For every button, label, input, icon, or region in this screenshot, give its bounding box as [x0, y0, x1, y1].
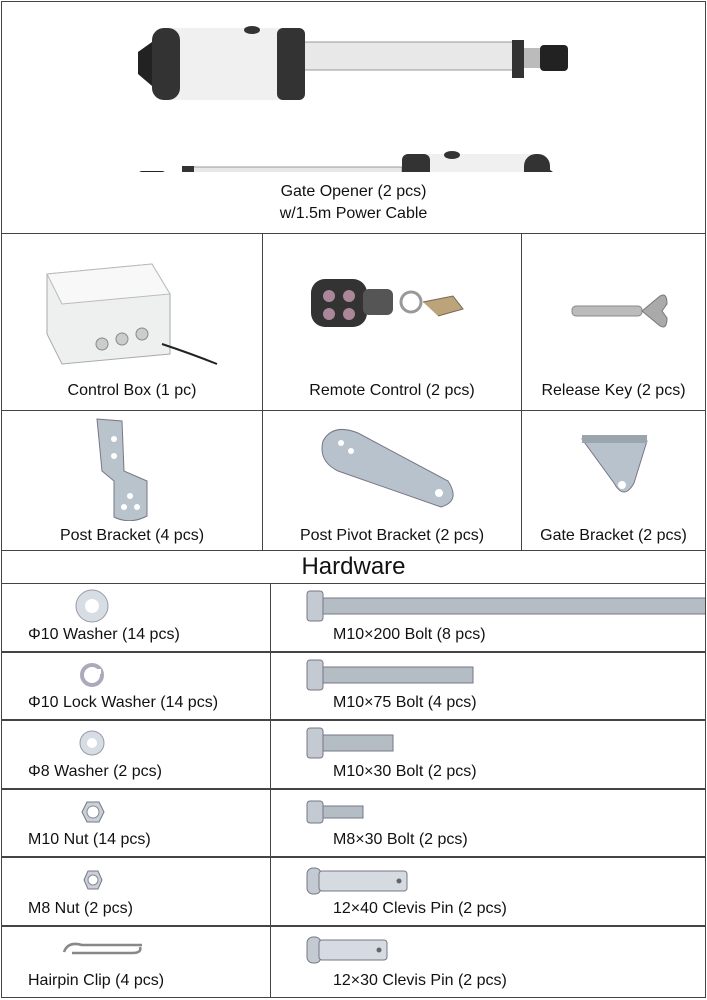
- gate-opener-cell: [1, 1, 706, 234]
- hardware-right-cell: [270, 583, 706, 652]
- hardware-row: [1, 857, 706, 926]
- power-cable-label: w/1.5m Power Cable: [279, 205, 428, 222]
- post-pivot-bracket-label: Post Pivot Bracket (2 pcs): [299, 527, 485, 544]
- hardware-right-label: M10×75 Bolt (4 pcs): [333, 694, 477, 711]
- hardware-right-cell: [270, 926, 706, 998]
- hardware-left-label: M8 Nut (2 pcs): [28, 900, 133, 917]
- hardware-left-cell: [1, 789, 271, 857]
- post-bracket-image: [2, 411, 262, 521]
- hardware-left-label: Φ10 Lock Washer (14 pcs): [28, 694, 219, 711]
- hardware-row: [1, 789, 706, 857]
- hardware-left-cell: [1, 720, 271, 789]
- release-key-cell: [521, 233, 706, 411]
- post-bracket-label: Post Bracket (4 pcs): [59, 527, 205, 544]
- hardware-part-icon: [271, 790, 705, 834]
- hardware-right-cell: [270, 857, 706, 926]
- hardware-part-icon: [271, 584, 705, 628]
- hardware-row: [1, 583, 706, 652]
- hardware-row: [1, 926, 706, 998]
- release-key-label: Release Key (2 pcs): [541, 382, 686, 399]
- hardware-left-cell: [1, 926, 271, 998]
- hardware-right-cell: [270, 652, 706, 720]
- hardware-part-icon: [271, 721, 705, 765]
- gate-opener-label: Gate Opener (2 pcs): [280, 183, 427, 200]
- control-box-label: Control Box (1 pc): [67, 382, 197, 399]
- remote-control-image: [263, 234, 521, 374]
- hardware-left-label: Φ8 Washer (2 pcs): [28, 763, 162, 780]
- hardware-left-cell: [1, 857, 271, 926]
- control-box-image: [2, 234, 262, 374]
- gate-bracket-image: [522, 411, 707, 521]
- hardware-part-icon: [2, 790, 270, 834]
- hardware-part-icon: [271, 927, 705, 971]
- hardware-left-label: Hairpin Clip (4 pcs): [28, 972, 165, 989]
- hardware-left-label: M10 Nut (14 pcs): [28, 831, 151, 848]
- post-pivot-bracket-image: [263, 411, 521, 521]
- remote-control-cell: [262, 233, 522, 411]
- gate-bracket-label: Gate Bracket (2 pcs): [540, 527, 687, 544]
- hardware-part-icon: [2, 584, 270, 628]
- remote-control-label: Remote Control (2 pcs): [309, 382, 475, 399]
- post-pivot-bracket-cell: [262, 410, 522, 551]
- hardware-right-label: M10×30 Bolt (2 pcs): [333, 763, 477, 780]
- hardware-right-label: M8×30 Bolt (2 pcs): [333, 831, 468, 848]
- gate-bracket-cell: [521, 410, 706, 551]
- post-bracket-cell: [1, 410, 263, 551]
- hardware-part-icon: [271, 858, 705, 902]
- control-box-cell: [1, 233, 263, 411]
- hardware-part-icon: [2, 858, 270, 902]
- hardware-part-icon: [271, 653, 705, 697]
- hardware-title: Hardware: [301, 553, 406, 580]
- hardware-right-label: 12×40 Clevis Pin (2 pcs): [333, 900, 507, 917]
- hardware-left-cell: [1, 652, 271, 720]
- hardware-part-icon: [2, 653, 270, 697]
- hardware-header: [1, 550, 706, 584]
- hardware-part-icon: [2, 927, 270, 971]
- hardware-right-cell: [270, 789, 706, 857]
- hardware-part-icon: [2, 721, 270, 765]
- hardware-left-cell: [1, 583, 271, 652]
- hardware-right-label: M10×200 Bolt (8 pcs): [333, 626, 486, 643]
- hardware-right-label: 12×30 Clevis Pin (2 pcs): [333, 972, 507, 989]
- gate-opener-image: [2, 2, 707, 172]
- hardware-row: [1, 652, 706, 720]
- hardware-row: [1, 720, 706, 789]
- hardware-right-cell: [270, 720, 706, 789]
- release-key-image: [522, 234, 707, 374]
- hardware-left-label: Φ10 Washer (14 pcs): [28, 626, 180, 643]
